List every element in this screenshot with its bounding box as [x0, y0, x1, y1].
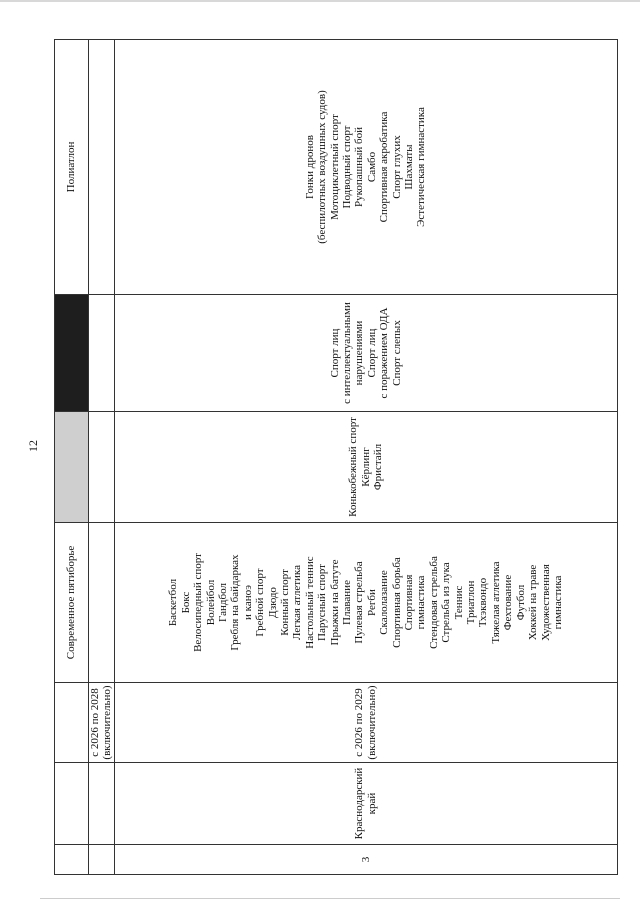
list-item: Гребной спорт	[254, 568, 267, 637]
list-item: Фехтование	[502, 574, 515, 631]
list-item: Шахматы	[403, 144, 416, 190]
header-winter-sports-cell	[55, 412, 89, 523]
list-item: Рукопашный бой	[353, 126, 366, 208]
row-winter-sports-cell	[114, 412, 617, 523]
list-item: Кёрлинг	[359, 447, 372, 487]
list-item: Бокс	[179, 591, 192, 614]
list-item: Регби	[365, 589, 378, 616]
list-item: с поражением ОДА	[378, 307, 391, 399]
list-item: Стендовая стрельба	[427, 556, 440, 649]
row-region-cell: Краснодарский край	[114, 763, 617, 845]
table-row	[114, 40, 617, 875]
row-number-cell: 3	[114, 845, 617, 875]
list-item: Самбо	[365, 151, 378, 183]
list-item: Спортивная акробатика	[378, 111, 391, 223]
list-item: Спорт слепых	[390, 320, 403, 386]
list-item: Велосипедный спорт	[192, 553, 205, 652]
list-item: Конькобежный спорт	[347, 417, 360, 517]
list-item: Спортивная	[403, 574, 416, 631]
list-item: Подводный спорт	[341, 125, 353, 209]
list-item: Прыжки на батуте	[328, 559, 341, 646]
header-continuation-row	[55, 40, 89, 875]
list-item: Эстетическая гимнастика	[415, 107, 428, 227]
sports-table-frame	[54, 40, 612, 875]
page-number: 12	[26, 440, 40, 452]
row-non-olympic-sports-cell	[114, 40, 617, 295]
list-item: с интеллектуальными	[341, 302, 353, 404]
winter-sports-list	[347, 414, 384, 520]
list-item: Спортивная борьба	[390, 557, 403, 648]
list-item: Теннис	[452, 585, 465, 620]
scan-bottom-line	[40, 898, 620, 899]
list-item: Стрельба из лука	[440, 562, 453, 643]
continuation-number-cell	[89, 845, 115, 875]
header-region-cell	[55, 763, 89, 845]
list-item: Настольный теннис	[303, 556, 316, 649]
list-item: Легкая атлетика	[291, 565, 304, 640]
scan-top-edge	[0, 0, 640, 2]
continuation-paralympic-cell	[89, 295, 115, 412]
header-summer-sports-cell: Современное пятиборье	[55, 523, 89, 683]
list-item: Гребля на байдарках	[229, 554, 242, 651]
list-item: Спорт лиц	[328, 328, 341, 378]
row-paralympic-sports-cell	[114, 295, 617, 412]
list-item: Художественная	[539, 564, 552, 641]
list-item: Хоккей на траве	[527, 564, 540, 641]
list-item: Волейбол	[204, 579, 217, 626]
continuation-row	[89, 40, 115, 875]
header-paralympic-sports-cell	[55, 295, 89, 412]
list-item: Мотоциклетный спорт	[328, 114, 341, 220]
list-item: Спорт глухих	[390, 135, 403, 199]
summer-sports-list	[167, 525, 564, 680]
list-item: Тяжелая атлетика	[489, 561, 502, 644]
list-item: Дзюдо	[266, 587, 279, 618]
list-item: Скалолазание	[378, 570, 391, 635]
continuation-region-cell	[89, 763, 115, 845]
header-period-cell	[55, 683, 89, 763]
list-item: Парусный спорт	[316, 564, 329, 641]
list-item: Спорт лиц	[365, 328, 378, 378]
list-item: нарушениями	[353, 320, 366, 386]
continuation-winter-cell	[89, 412, 115, 523]
continuation-period-cell: с 2026 по 2028 (включительно)	[89, 683, 115, 763]
non-olympic-sports-list	[304, 42, 428, 292]
list-item: и каноэ	[241, 585, 254, 620]
list-item: Футбол	[514, 584, 527, 621]
list-item: Гандбол	[216, 583, 229, 622]
list-item: Конный спорт	[278, 569, 291, 636]
list-item: Фристайл	[372, 443, 385, 491]
header-non-olympic-sports-cell: Полиатлон	[55, 40, 89, 295]
row-summer-sports-cell	[114, 523, 617, 683]
sports-table	[54, 39, 618, 875]
continuation-summer-cell	[89, 523, 115, 683]
header-number-cell	[55, 845, 89, 875]
list-item: Плавание	[341, 580, 353, 625]
list-item: Тхэквондо	[477, 577, 490, 628]
list-item: Триатлон	[465, 580, 478, 625]
list-item: Пулевая стрельба	[353, 561, 366, 644]
list-item: гимнастика	[551, 575, 564, 630]
paralympic-sports-list	[329, 297, 403, 409]
row-period-cell: с 2026 по 2029 (включительно)	[114, 683, 617, 763]
list-item: (беспилотных воздушных судов)	[316, 90, 329, 244]
list-item: гимнастика	[415, 575, 428, 630]
list-item: Гонки дронов	[303, 135, 316, 199]
continuation-non-olympic-cell	[89, 40, 115, 295]
list-item: Баскетбол	[167, 578, 180, 627]
